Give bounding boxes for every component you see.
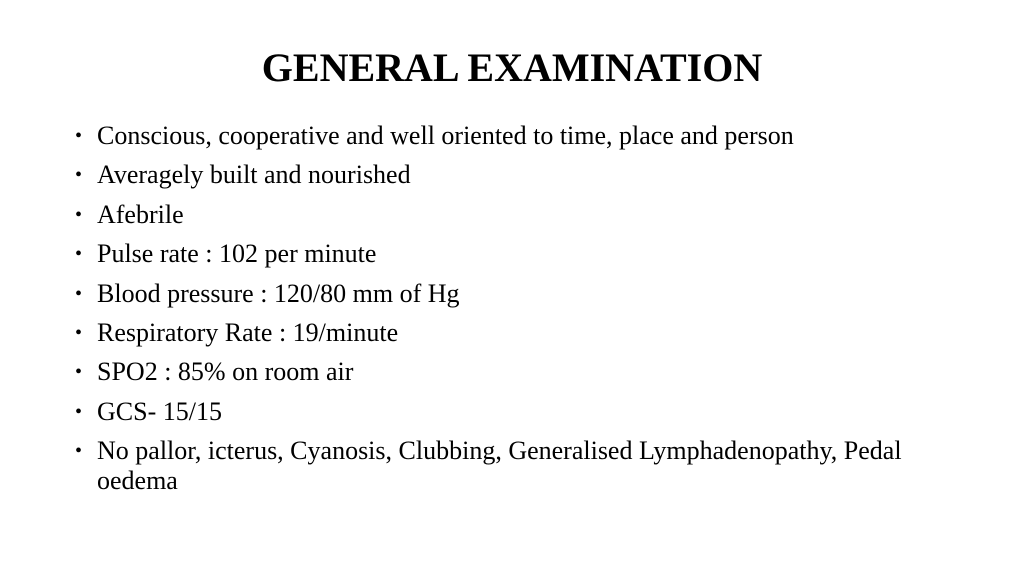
bullet-icon: • <box>75 321 83 344</box>
bullet-icon: • <box>75 125 83 147</box>
bullet-list <box>72 121 972 506</box>
bullet-icon: • <box>75 400 83 423</box>
bullet-icon: • <box>75 203 83 226</box>
bullet-icon: • <box>75 361 83 384</box>
bullet-text: No pallor, icterus, Cyanosis, Clubbing, Generalised Lymphadenopathy, Pedal oedema <box>97 436 902 496</box>
bullet-text: Pulse rate : 102 per minute <box>97 239 377 269</box>
bullet-icon: • <box>75 243 83 266</box>
bullet-item <box>72 397 972 427</box>
slide-title: GENERAL EXAMINATION <box>261 45 763 90</box>
bullet-icon: • <box>75 440 83 463</box>
bullet-text: Averagely built and nourished <box>97 160 411 190</box>
bullet-item <box>72 318 972 348</box>
bullet-icon: • <box>75 282 83 305</box>
bullet-item <box>72 121 972 151</box>
bullet-text: Conscious, cooperative and well oriented to time, place and person <box>97 121 794 150</box>
bullet-item <box>72 436 972 496</box>
bullet-item <box>72 200 972 230</box>
bullet-text: Respiratory Rate : 19/minute <box>97 317 399 347</box>
bullet-icon: • <box>75 164 83 187</box>
bullet-item <box>72 160 972 190</box>
bullet-text: GCS- 15/15 <box>97 396 222 426</box>
bullet-text: Afebrile <box>97 199 184 229</box>
bullet-item <box>72 279 972 309</box>
bullet-text: SPO2 : 85% on room air <box>97 357 354 387</box>
bullet-item <box>72 357 972 387</box>
bullet-item <box>72 239 972 269</box>
bullet-text: Blood pressure : 120/80 mm of Hg <box>97 278 460 308</box>
